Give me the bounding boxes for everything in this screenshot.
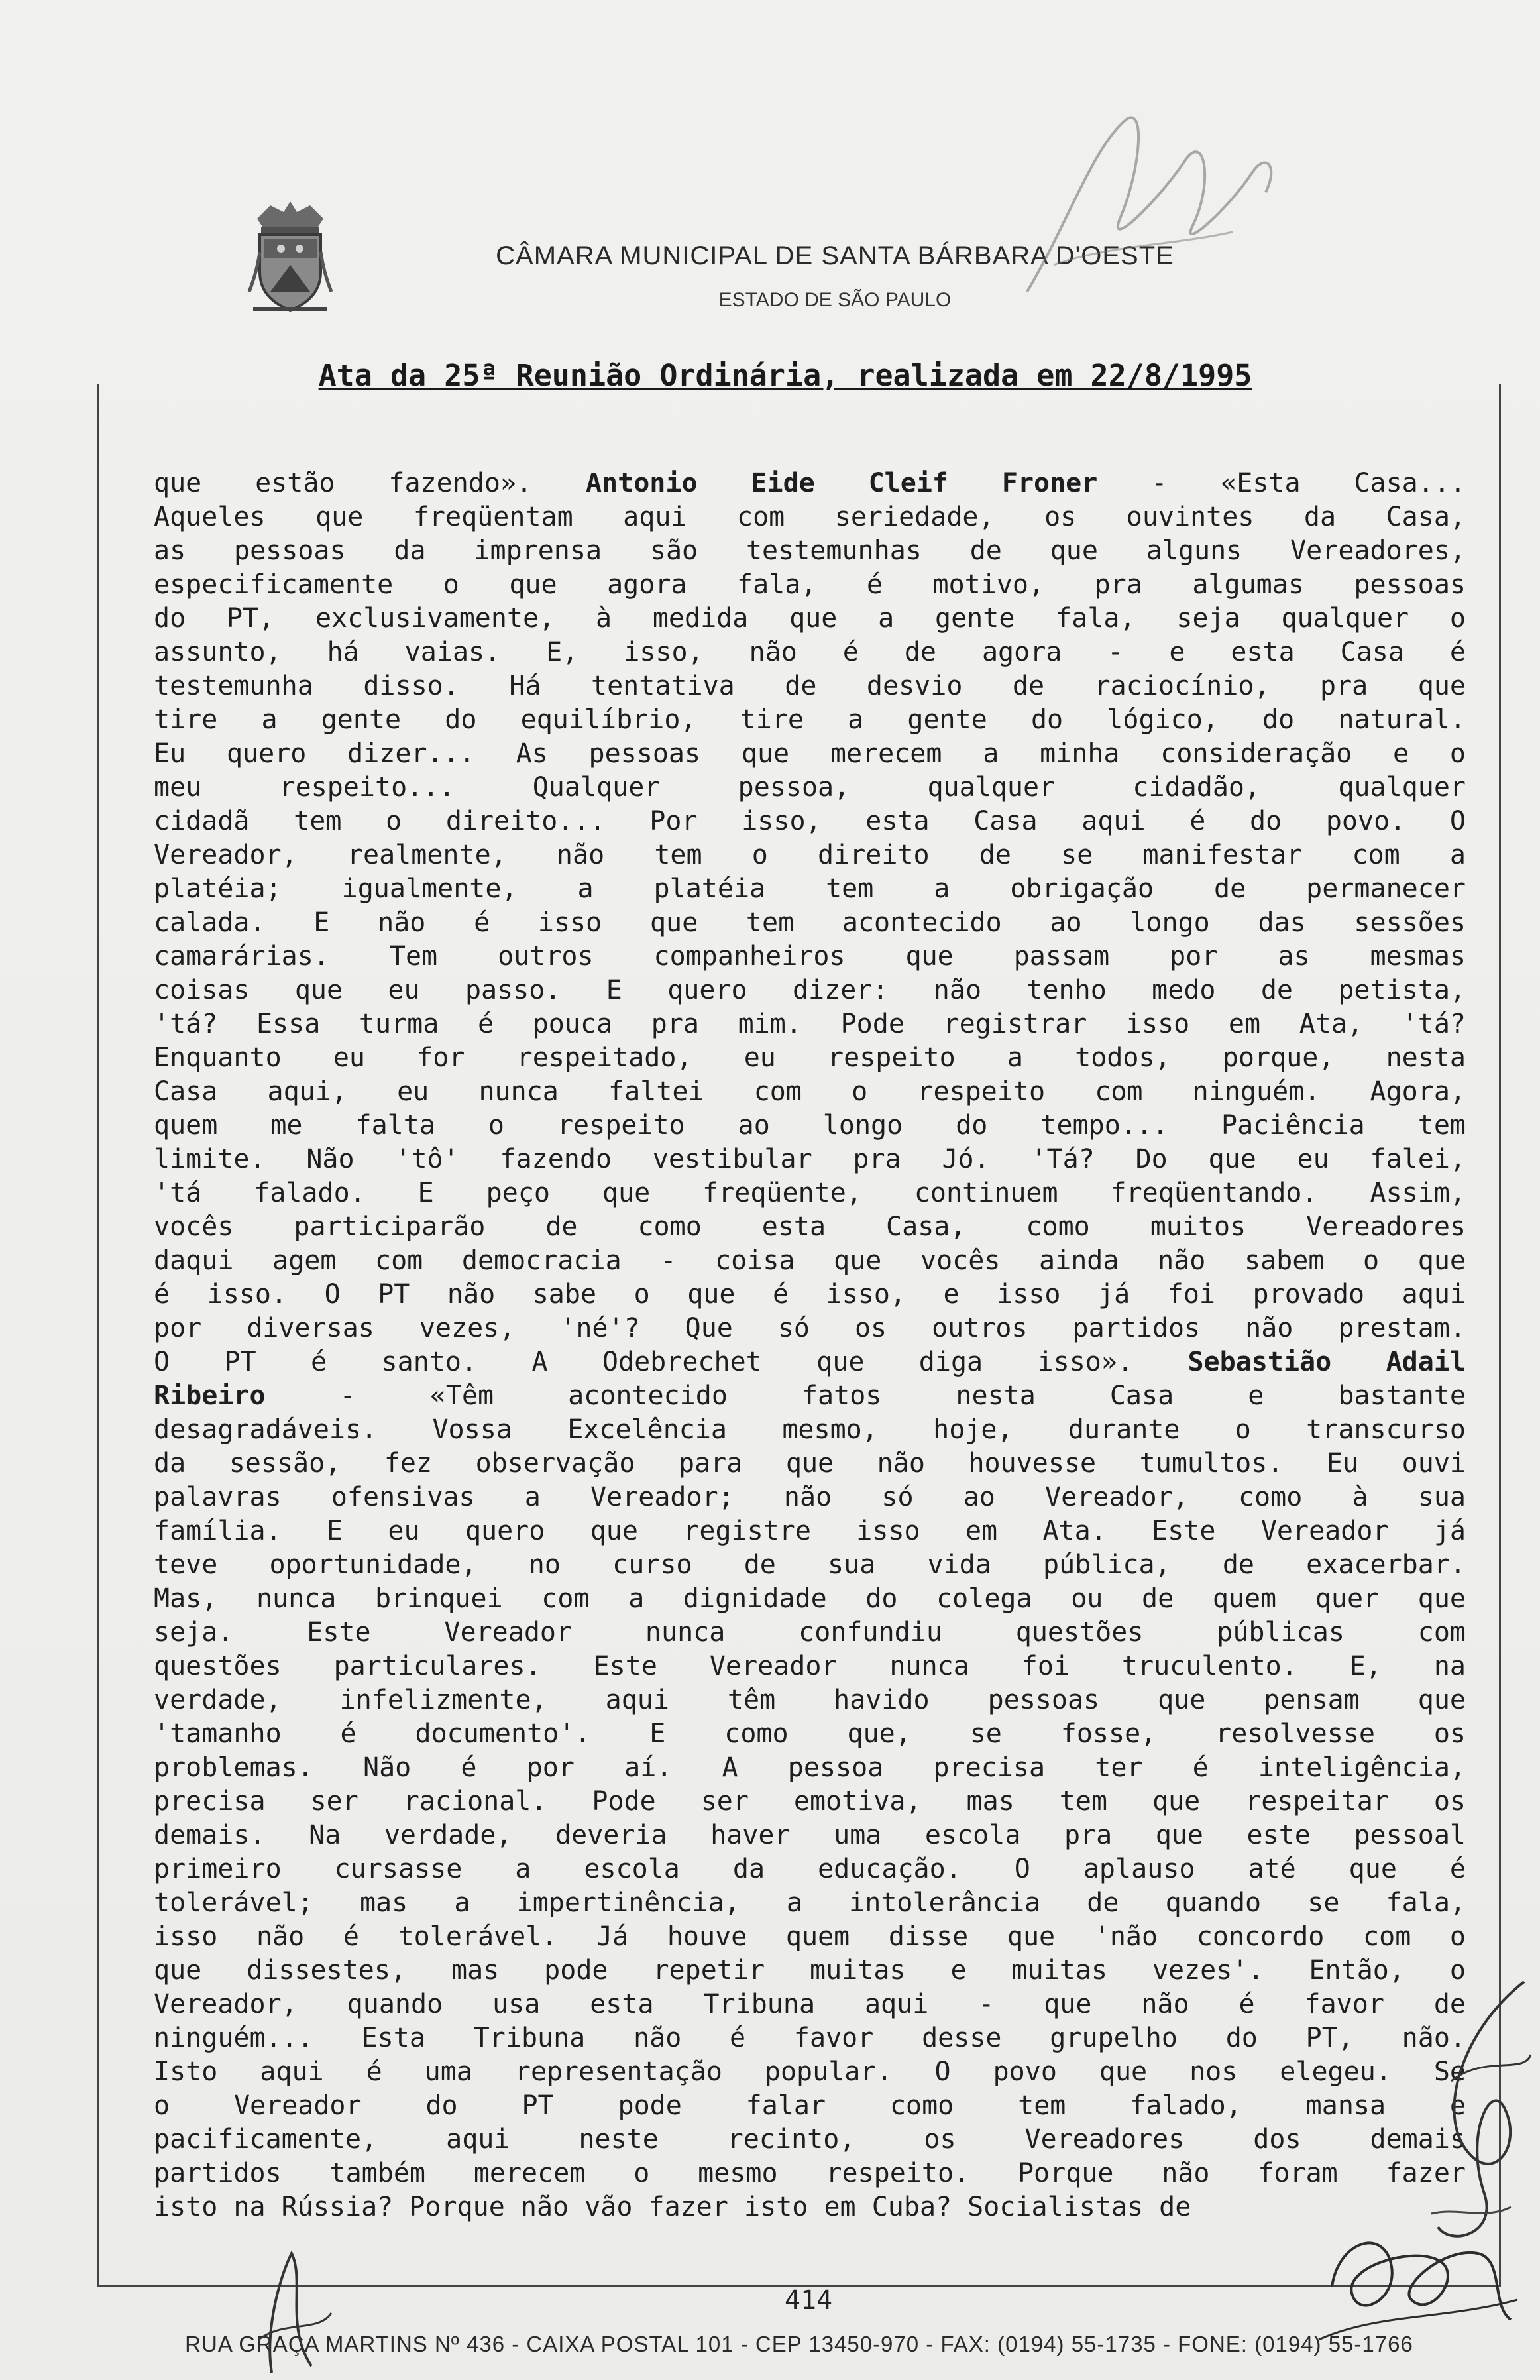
text-line: é isso. O PT não sabe o que é isso, e isso já foi provado aqui <box>154 1279 1466 1310</box>
text-line: teve oportunidade, no curso de sua vida pública, de exacerbar. <box>154 1550 1466 1580</box>
document-title: Ata da 25ª Reunião Ordinária, realizada em 22/8/1995 <box>318 358 1252 393</box>
text-line: da sessão, fez observação para que não houvesse tumultos. Eu ouvi <box>154 1448 1466 1479</box>
text-line: questões particulares. Este Vereador nunca foi truculento. E, na <box>154 1651 1466 1681</box>
text-line: coisas que eu passo. E quero dizer: não tenho medo de petista, <box>154 975 1466 1005</box>
text-line: Aqueles que freqüentam aqui com seriedade, os ouvintes da Casa, <box>154 502 1466 532</box>
text-line: Enquanto eu for respeitado, eu respeito a todos, porque, nesta <box>154 1043 1466 1073</box>
text-line: tire a gente do equilíbrio, tire a gente do lógico, do natural. <box>154 705 1466 735</box>
municipal-crest-icon <box>244 192 337 318</box>
text-line: vocês participarão de como esta Casa, como muitos Vereadores <box>154 1212 1466 1242</box>
frame-left-border <box>97 384 99 2287</box>
signature-mark <box>245 2240 338 2379</box>
text-line: isto na Rússia? Porque não vão fazer isto em Cuba? Socialistas de <box>154 2192 1191 2222</box>
text-line: palavras ofensivas a Vereador; não só ao Vereador, como à sua <box>154 1482 1466 1512</box>
text-line: tolerável; mas a impertinência, a intolerância de quando se fala, <box>154 1888 1466 1918</box>
text-line: seja. Este Vereador nunca confundiu questões públicas com <box>154 1617 1466 1648</box>
text-line: por diversas vezes, 'né'? Que só os outros partidos não prestam. <box>154 1313 1466 1343</box>
text-line: que dissestes, mas pode repetir muitas e muitas vezes'. Então, o <box>154 1955 1466 1986</box>
page-number: 414 <box>784 2285 833 2316</box>
org-subtitle: ESTADO DE SÃO PAULO <box>718 289 952 311</box>
speaker-name: Ribeiro <box>154 1381 266 1411</box>
minutes-body-text <box>154 467 1466 2224</box>
org-name: CÂMARA MUNICIPAL DE SANTA BÁRBARA D'OESTE <box>496 241 1174 270</box>
text-line: 'tá? Essa turma é pouca pra mim. Pode registrar isso em Ata, 'tá? <box>154 1009 1466 1039</box>
text-line: desagradáveis. Vossa Excelência mesmo, hoje, durante o transcurso <box>154 1414 1466 1445</box>
text-line: Isto aqui é uma representação popular. O povo que nos elegeu. Se <box>154 2057 1466 2087</box>
text-line: Vereador, realmente, não tem o direito de se manifestar com a <box>154 840 1466 870</box>
signature-mark <box>1312 2187 1524 2359</box>
text-line: platéia; igualmente, a platéia tem a obrigação de permanecer <box>154 874 1466 904</box>
text-line: especificamente o que agora fala, é motivo, pra algumas pessoas <box>154 569 1466 600</box>
text-line: que estão fazendo». Antonio Eide Cleif Froner - «Esta Casa... <box>154 468 1466 498</box>
text-line: testemunha disso. Há tentativa de desvio de raciocínio, pra que <box>154 671 1466 701</box>
text-line: limite. Não 'tô' fazendo vestibular pra Jó. 'Tá? Do que eu falei, <box>154 1144 1466 1174</box>
text-line: camarárias. Tem outros companheiros que passam por as mesmas <box>154 941 1466 972</box>
text-line: calada. E não é isso que tem acontecido ao longo das sessões <box>154 907 1466 938</box>
text-line: problemas. Não é por aí. A pessoa precisa ter é inteligência, <box>154 1752 1466 1783</box>
text-line: pacificamente, aqui neste recinto, os Vereadores dos demais <box>154 2124 1466 2155</box>
text-line: ninguém... Esta Tribuna não é favor desse grupelho do PT, não. <box>154 2023 1466 2053</box>
text-line: demais. Na verdade, deveria haver uma escola pra que este pessoal <box>154 1820 1466 1850</box>
text-line: 'tá falado. E peço que freqüente, continuem freqüentando. Assim, <box>154 1178 1466 1208</box>
signature-mark <box>1014 93 1292 318</box>
text-line: Ribeiro - «Têm acontecido fatos nesta Casa e bastante <box>154 1381 1466 1411</box>
text-line: primeiro cursasse a escola da educação. O aplauso até que é <box>154 1854 1466 1884</box>
text-line: partidos também merecem o mesmo respeito. Porque não foram fazer <box>154 2158 1466 2188</box>
text-line: Casa aqui, eu nunca faltei com o respeito com ninguém. Agora, <box>154 1076 1466 1107</box>
text-line: as pessoas da imprensa são testemunhas de que alguns Vereadores, <box>154 536 1466 566</box>
text-line: verdade, infelizmente, aqui têm havido pessoas que pensam que <box>154 1685 1466 1715</box>
text-line: meu respeito... Qualquer pessoa, qualquer cidadão, qualquer <box>154 772 1466 803</box>
footer-address: RUA GRAÇA MARTINS Nº 436 - CAIXA POSTAL 101 - CEP 13450-970 - FAX: (0194) 55-1735 - FONE: (0194) 55-1766 <box>185 2332 1413 2356</box>
text-line: o Vereador do PT pode falar como tem falado, mansa e <box>154 2090 1466 2121</box>
text-line: quem me falta o respeito ao longo do tempo... Paciência tem <box>154 1110 1466 1141</box>
text-line: do PT, exclusivamente, à medida que a gente fala, seja qualquer o <box>154 603 1466 634</box>
text-line: Eu quero dizer... As pessoas que merecem a minha consideração e o <box>154 738 1466 769</box>
text-line: 'tamanho é documento'. E como que, se fosse, resolvesse os <box>154 1719 1466 1749</box>
text-line: precisa ser racional. Pode ser emotiva, mas tem que respeitar os <box>154 1786 1466 1817</box>
speaker-name: Antonio Eide Cleif Froner <box>585 468 1098 498</box>
text-line: cidadã tem o direito... Por isso, esta Casa aqui é do povo. O <box>154 806 1466 836</box>
text-line: daqui agem com democracia - coisa que vocês ainda não sabem o que <box>154 1245 1466 1276</box>
text-line: família. E eu quero que registre isso em Ata. Este Vereador já <box>154 1516 1466 1546</box>
text-line: assunto, há vaias. E, isso, não é de agora - e esta Casa é <box>154 637 1466 667</box>
text-line: isso não é tolerável. Já houve quem disse que 'não concordo com o <box>154 1921 1466 1952</box>
text-line: Mas, nunca brinquei com a dignidade do colega ou de quem quer que <box>154 1583 1466 1614</box>
text-line: O PT é santo. A Odebrechet que diga isso». Sebastião Adail <box>154 1347 1466 1377</box>
text-line: Vereador, quando usa esta Tribuna aqui - que não é favor de <box>154 1989 1466 2019</box>
speaker-name: Sebastião Adail <box>1187 1347 1466 1377</box>
